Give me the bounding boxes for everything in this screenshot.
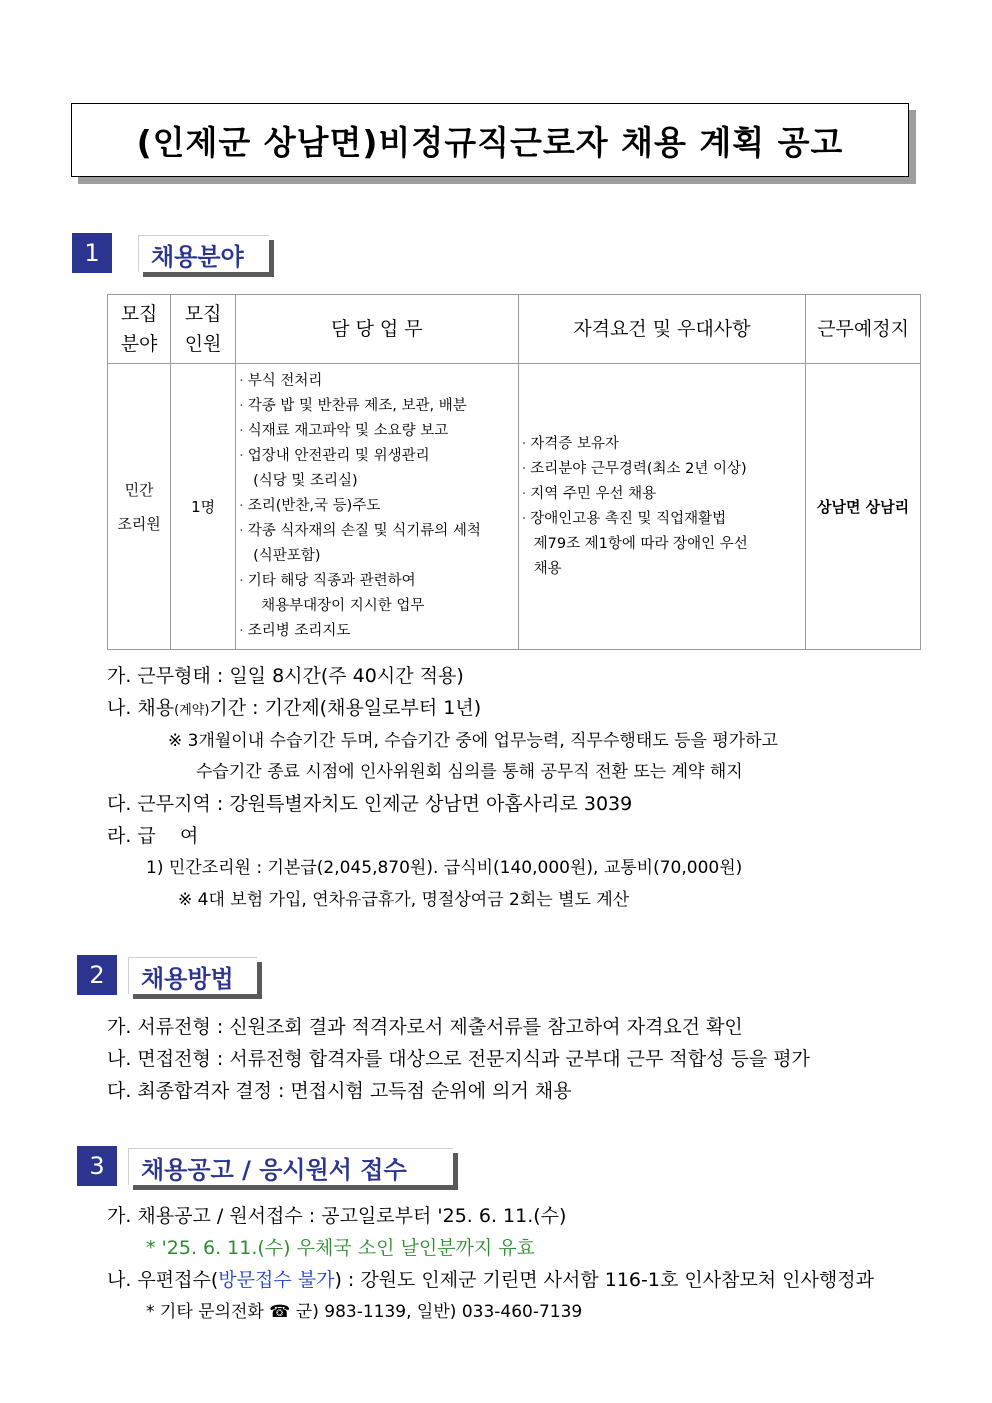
header-qualifications: 자격요건 및 우대사항 (518, 295, 806, 364)
salary-heading: 라. 급 여 (107, 825, 199, 847)
work-location-line: 다. 근무지역 : 강원특별자치도 인제군 상남면 아홉사리로 3039 (107, 793, 633, 815)
header-field: 모집 분야 (108, 295, 171, 364)
recruitment-table (107, 294, 921, 650)
contact-phone-note: * 기타 문의전화 ☎ 군) 983-1139, 일반) 033-460-7139 (146, 1302, 583, 1322)
page-title: (인제군 상남면)비정규직근로자 채용 계획 공고 (71, 103, 909, 177)
duties-list (237, 365, 516, 648)
list-item: (식판포함) (253, 548, 321, 564)
cell-location: 상남면 상남리 (806, 364, 921, 650)
header-count: 모집 인원 (171, 295, 236, 364)
list-item: · 기타 해당 직종과 관련하여 (239, 573, 416, 589)
table-row (108, 364, 921, 650)
section-1-label: 채용분야 (138, 235, 269, 272)
list-item: · 조리병 조리지도 (239, 623, 351, 639)
probation-note-2: 수습기간 종료 시점에 인사위원회 심의를 통해 공무직 전환 또는 계약 해지 (196, 762, 743, 782)
list-item: · 부식 전처리 (239, 373, 323, 389)
section-2-number: 2 (77, 955, 117, 995)
salary-note: ※ 4대 보험 가입, 연차유급휴가, 명절상여금 2회는 별도 계산 (178, 890, 630, 910)
application-period-line: 가. 채용공고 / 원서접수 : 공고일로부터 '25. 6. 11.(수) (107, 1205, 567, 1227)
salary-detail: 1) 민간조리원 : 기본급(2,045,870원). 급식비(140,000원), 교통비(70,000원) (146, 858, 743, 878)
contract-period-line: 나. 채용(계약)기간 : 기간제(채용일로부터 1년) (107, 697, 482, 719)
qualifications-list (520, 428, 805, 586)
probation-note-1: ※ 3개월이내 수습기간 두며, 수습기간 중에 업무능력, 직무수행태도 등을 평가하고 (168, 731, 779, 751)
cell-count: 1명 (171, 364, 236, 650)
list-item: · 각종 식자재의 손질 및 식기류의 세척 (239, 523, 481, 539)
header-duties: 담 당 업 무 (236, 295, 518, 364)
list-item: · 조리분야 근무경력(최소 2년 이상) (521, 460, 747, 477)
list-item: · 각종 밥 및 반찬류 제조, 보관, 배분 (239, 398, 467, 414)
section-1-number: 1 (72, 233, 112, 273)
list-item: 채용부대장이 지시한 업무 (261, 598, 425, 614)
work-type-line: 가. 근무형태 : 일일 8시간(주 40시간 적용) (107, 665, 464, 687)
cell-field: 민간 조리원 (108, 364, 171, 650)
mail-application-line: 나. 우편접수(방문접수 불가) : 강원도 인제군 기린면 사서함 116-1호 인사참모처 인사행정과 (107, 1269, 874, 1291)
section-3-label: 채용공고 / 응시원서 접수 (128, 1148, 453, 1185)
list-item: 채용 (533, 560, 562, 577)
section-3-number: 3 (77, 1146, 117, 1186)
final-selection-line: 다. 최종합격자 결정 : 면접시험 고득점 순위에 의거 채용 (107, 1080, 572, 1102)
header-location: 근무예정지 (806, 295, 921, 364)
interview-line: 나. 면접전형 : 서류전형 합격자를 대상으로 전문지식과 군부대 근무 적합성 등을 평가 (107, 1048, 810, 1070)
list-item: · 업장내 안전관리 및 위생관리 (239, 448, 430, 464)
cell-duties (236, 364, 518, 650)
section-2-label: 채용방법 (128, 957, 257, 994)
postmark-note: * '25. 6. 11.(수) 우체국 소인 날인분까지 유효 (146, 1237, 535, 1259)
list-item: · 자격증 보유자 (521, 435, 619, 452)
list-item: · 지역 주민 우선 채용 (521, 485, 657, 502)
list-item: · 조리(반찬,국 등)주도 (239, 498, 381, 514)
list-item: 제79조 제1항에 따라 장애인 우선 (533, 535, 748, 552)
table-header-row (108, 295, 921, 364)
list-item: (식당 및 조리실) (253, 473, 358, 489)
list-item: · 식재료 재고파악 및 소요량 보고 (239, 423, 449, 439)
list-item: · 장애인고용 촉진 및 직업재활법 (521, 510, 727, 527)
cell-qualifications (518, 364, 806, 650)
document-screening-line: 가. 서류전형 : 신원조회 결과 적격자로서 제출서류를 참고하여 자격요건 확인 (107, 1016, 743, 1038)
